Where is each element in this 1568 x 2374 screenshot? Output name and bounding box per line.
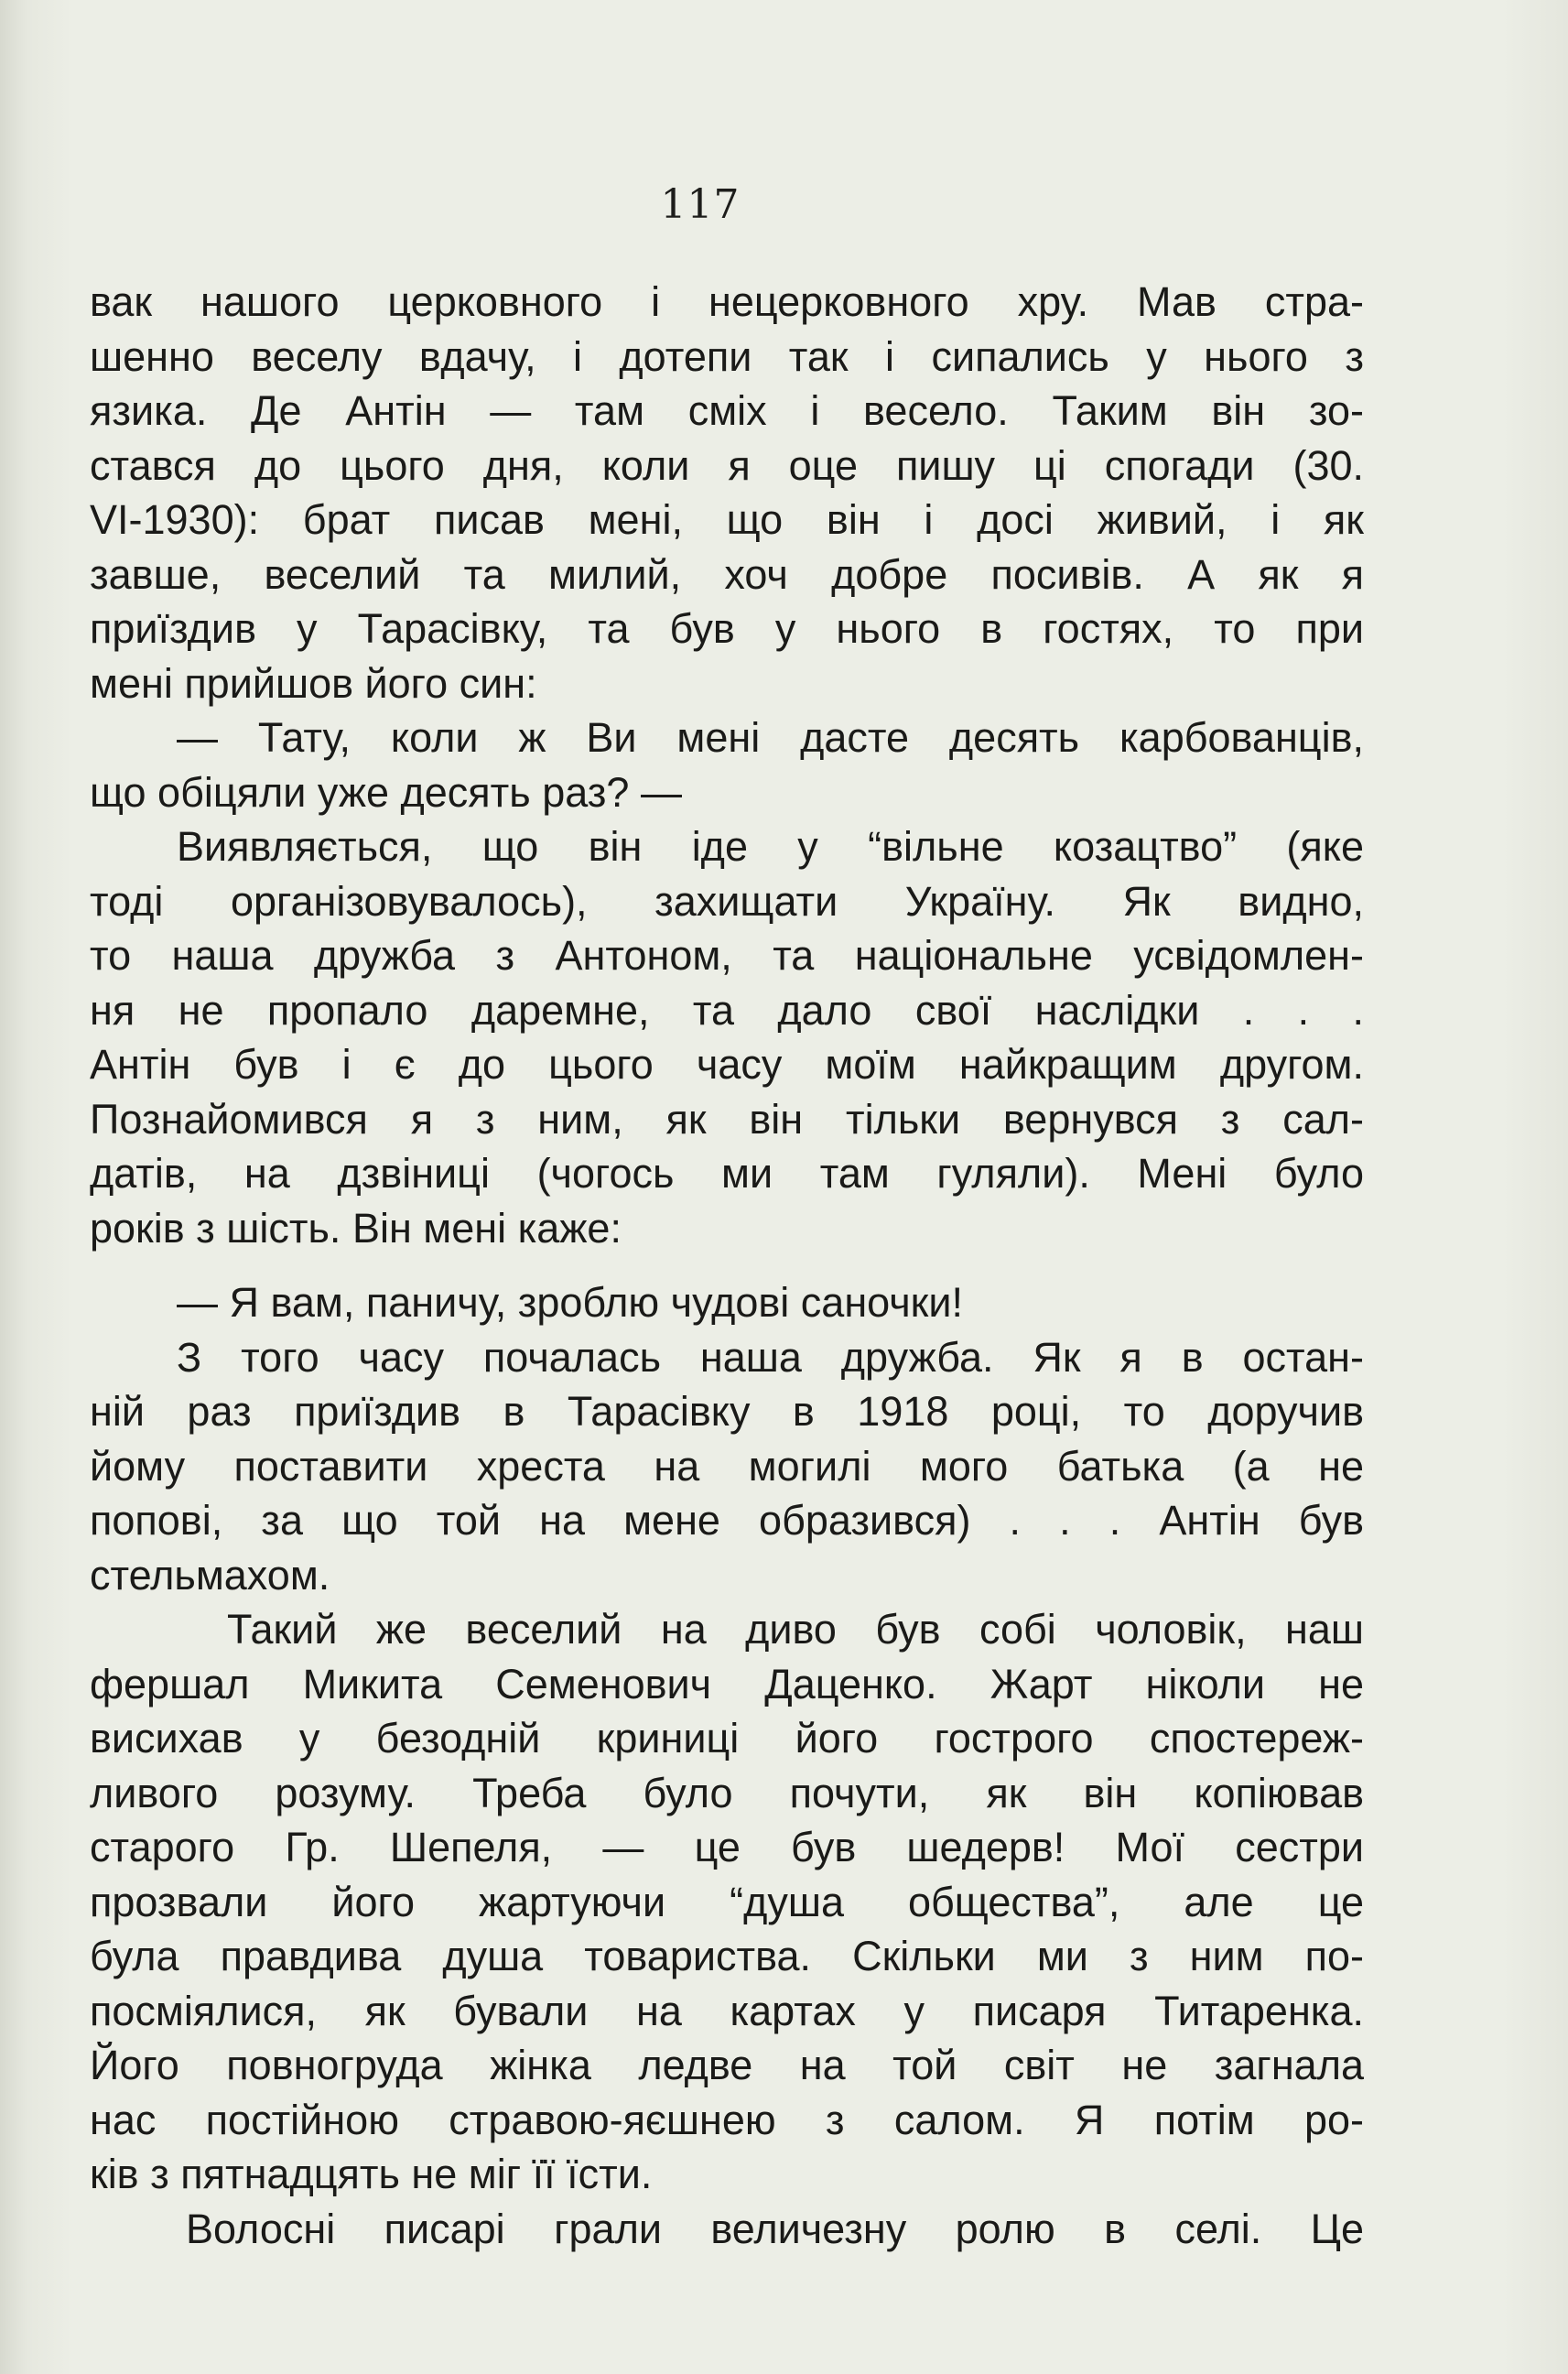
text-line: вак нашого церковного і нецерковного хру. Мав стра- — [90, 278, 1364, 325]
page-number: 117 — [660, 181, 741, 228]
text-line: тоді організовувалось), захищати Україну. Як видно, — [90, 877, 1364, 925]
text-line: ній раз приїздив в Тарасівку в 1918 році, то доручив — [90, 1388, 1364, 1435]
text-line: йому поставити хреста на могилі мого батька (а не — [90, 1442, 1364, 1490]
text-line: то наша дружба з Антоном, та національне усвідомлен- — [90, 932, 1364, 979]
body-text — [90, 275, 1364, 2256]
text-line: ків з пятнадцять не міг її їсти. — [90, 2151, 653, 2197]
text-line: років з шість. Він мені каже: — [90, 1204, 622, 1252]
text-line: шенно веселу вдачу, і дотепи так і сипались у нього з — [90, 332, 1364, 380]
text-line: мені прийшов його син: — [90, 659, 537, 707]
text-line: Його повногруда жінка ледве на той світ не загнала — [90, 2042, 1364, 2088]
text-line: Волосні писарі грали величезну ролю в селі. Це — [186, 2205, 1364, 2252]
text-line: попові, за що той на мене образився) . . . Антін був — [90, 1497, 1364, 1544]
text-line: датів, на дзвіниці (чогось ми там гуляли). Мені було — [90, 1150, 1364, 1197]
text-line: Антін був і є до цього часу моїм найкращим другом. — [90, 1041, 1364, 1088]
text-line: висихав у безодній криниці його гострого спостереж- — [90, 1715, 1364, 1762]
text-line: прозвали його жартуючи “душа общества”, але це — [90, 1878, 1364, 1925]
text-line: Виявляється, що він іде у “вільне козацтво” (яке — [177, 823, 1364, 870]
text-line: посміялися, як бували на картах у писаря Титаренка. — [90, 1987, 1364, 2034]
text-line: старого Гр. Шепеля, — це був шедерв! Мої сестри — [90, 1824, 1364, 1870]
text-line: стельмахом. — [90, 1551, 330, 1599]
text-line: була правдива душа товариства. Скільки ми з ним по- — [90, 1933, 1364, 1979]
text-line: фершал Микита Семенович Даценко. Жарт ніколи не — [90, 1660, 1364, 1707]
text-line: — Тату, коли ж Ви мені дасте десять карбованців, — [177, 714, 1364, 761]
text-line: ливого розуму. Треба було почути, як він копіював — [90, 1769, 1364, 1816]
text-line: нас постійною стравою-яєшнею з салом. Я потім ро- — [90, 2096, 1364, 2143]
text-line: З того часу почалась наша дружба. Як я в остан- — [177, 1333, 1364, 1381]
text-line: приїздив у Тарасівку, та був у нього в гостях, то при — [90, 605, 1364, 652]
text-line: VI-1930): брат писав мені, що він і досі живий, і як — [90, 496, 1364, 543]
text-line: стався до цього дня, коли я оце пишу ці спогади (30. — [90, 441, 1364, 489]
text-line: — Я вам, паничу, зроблю чудові саночки! — [177, 1279, 963, 1326]
text-line: ня не пропало даремне, та дало свої наслідки . . . — [90, 986, 1364, 1034]
text-line: що обіцяли уже десять раз? — — [90, 768, 682, 816]
text-line: завше, веселий та милий, хоч добре посивів. А як я — [90, 550, 1364, 598]
text-line: Такий же веселий на диво був собі чоловік, наш — [227, 1606, 1364, 1653]
text-line: Познайомився я з ним, як він тільки вернувся з сал- — [90, 1095, 1364, 1143]
text-line: язика. Де Антін — там сміх і весело. Таким він зо- — [90, 387, 1364, 434]
